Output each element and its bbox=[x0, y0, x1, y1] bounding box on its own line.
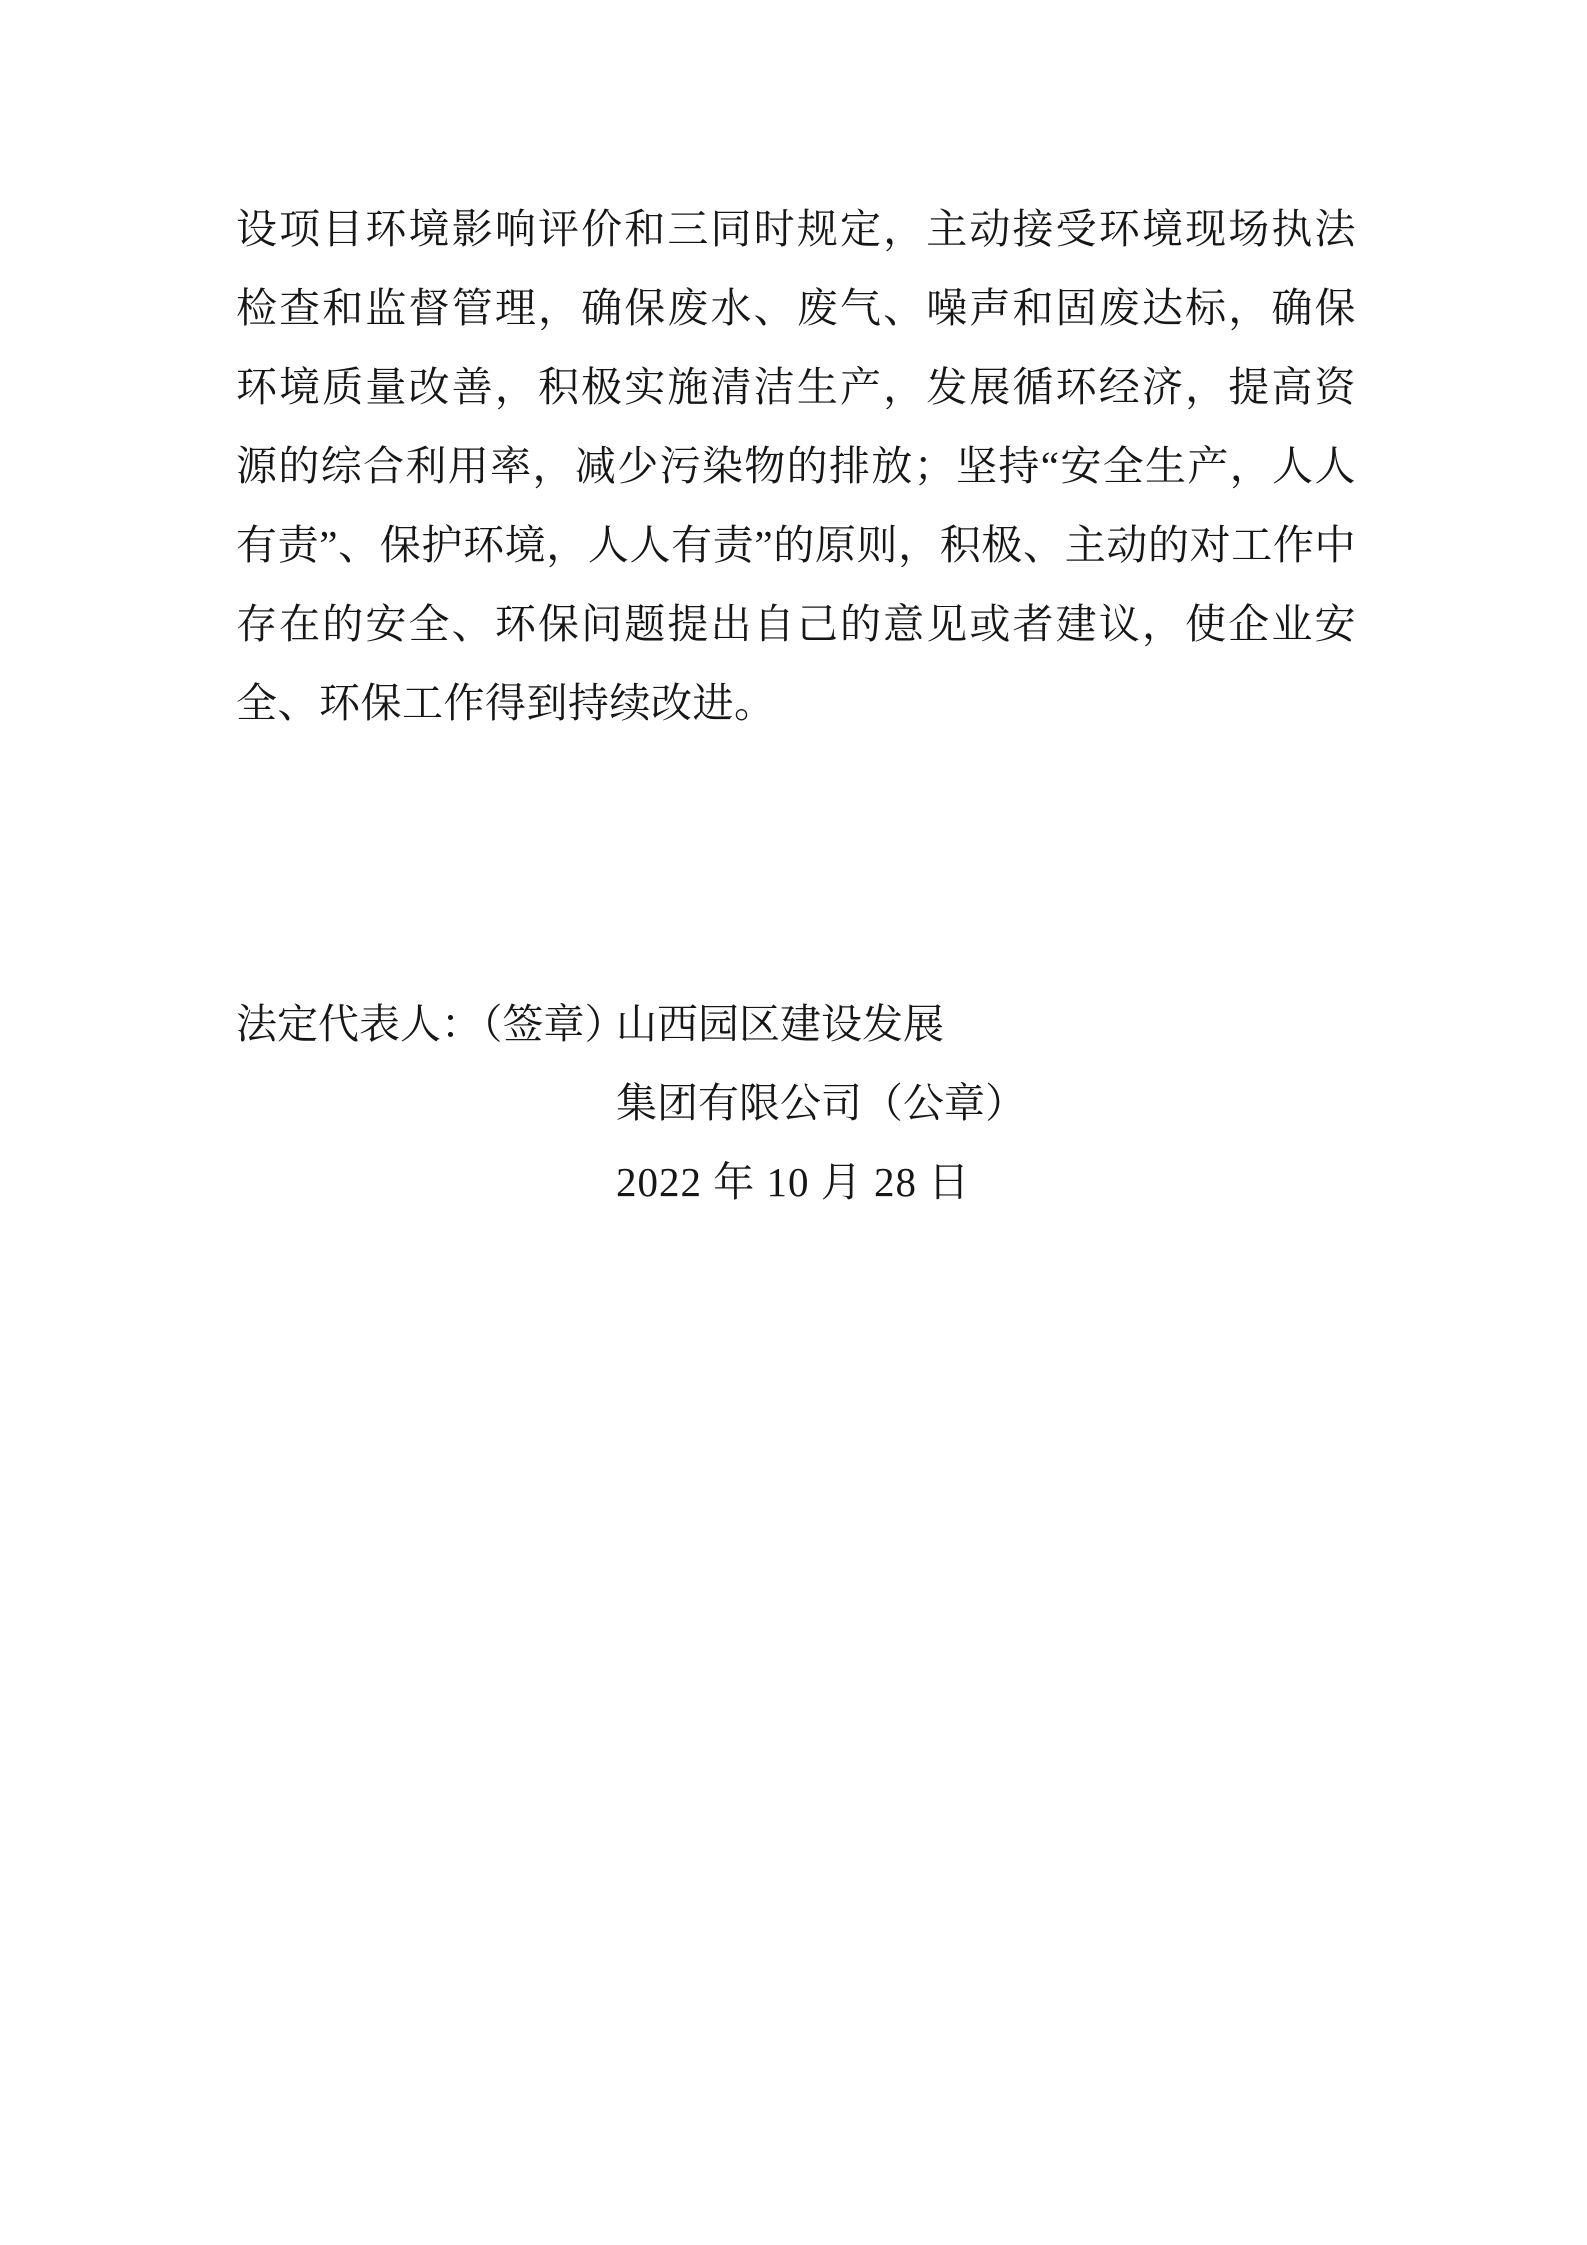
legal-representative-label: 法定代表人：（签章） bbox=[236, 1001, 626, 1047]
company-name-line-1: 山西园区建设发展 bbox=[616, 1001, 944, 1047]
signature-first-row bbox=[236, 985, 1356, 1064]
signature-block bbox=[236, 985, 1356, 1222]
body-paragraph: 设项目环境影响评价和三同时规定，主动接受环境现场执法检查和监督管理，确保废水、废气、噪声和固废达标，确保环境质量改善，积极实施清洁生产，发展循环经济，提高资源的综合利用率，减少污染物的排放；坚持“安全生产，人人有责”、保护环境，人人有责”的原则，积极、主动的对工作中存在的安全、环保问题提出自己的意见或者建议，使企业安全、环保工作得到持续改进。 bbox=[236, 206, 1356, 726]
company-name-line-2: 集团有限公司（公章） bbox=[616, 1080, 1026, 1126]
signature-date: 2022 年 10 月 28 日 bbox=[616, 1159, 971, 1205]
